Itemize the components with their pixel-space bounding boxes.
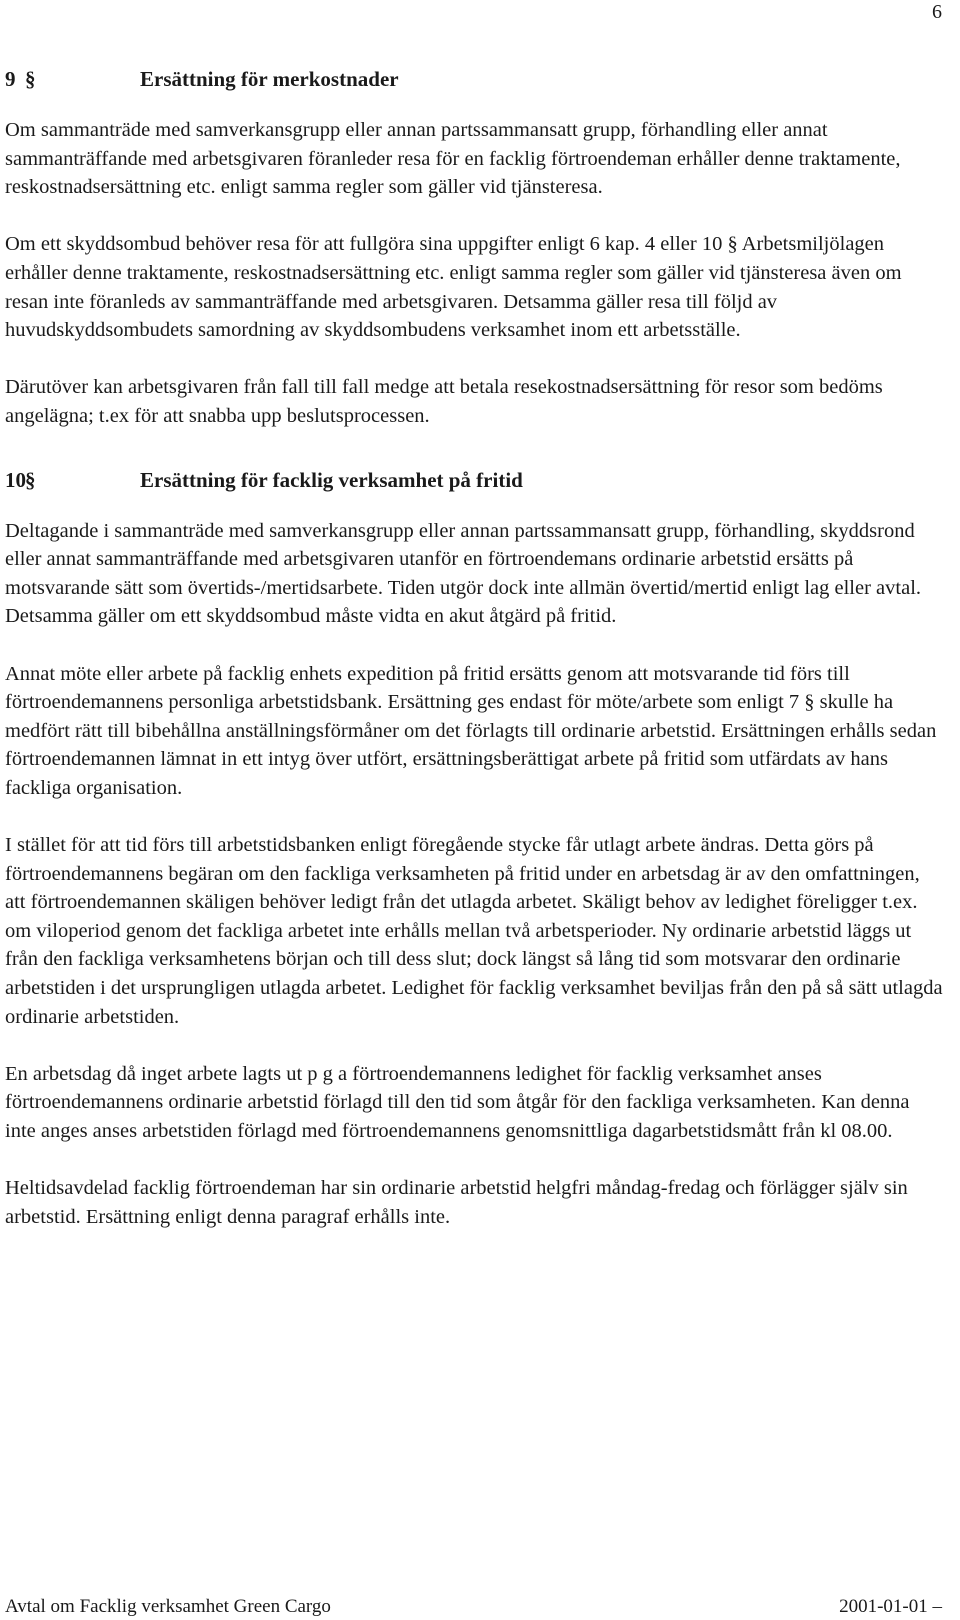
document-body: [5, 64, 945, 1231]
page-footer: [5, 1595, 942, 1619]
page-number: 6: [932, 1, 942, 23]
section-9-symbol: §: [25, 67, 36, 91]
section-9-heading: [5, 64, 945, 94]
section-10-paragraph-1: Deltagande i sammanträde med samverkansgrupp eller annan partssammansatt grupp, förhandling, skyddsrond eller annat sammanträffande med arbetsgivaren utanför en förtroendemans ordinarie arbetstid ersätts på motsvarande sätt som övertids-/mertidsarbete. Tiden utgör dock inte allmän övertid/mertid enligt lag eller avtal. Detsamma gäller om ett skyddsombud måste vidta en akut åtgärd på fritid.: [5, 519, 922, 628]
section-10-title: Ersättning för facklig verksamhet på fritid: [140, 467, 523, 492]
section-10-paragraph-3: I stället för att tid förs till arbetstidsbanken enligt föregående stycke får utlagt arbete ändras. Detta görs på förtroendemannens begäran om den fackliga verksamheten på fritid under en arbetsdag är av den omfattningen, att förtroendemannen skäligen behöver ledigt från det utlagda arbetet. Skäligt behov av ledighet föreligger t.ex. om viloperiod genom det fackliga arbetet inte erhålls mellan två arbetsperioder. Ny ordinarie arbetstid läggs ut från den fackliga verksamhetens början och till dess slut; dock längst så lång tid som motsvarar den ordinarie arbetstiden i det ursprungligen utlagda arbetet. Ledighet för facklig verksamhet beviljas från den på så sätt utlagda ordinarie arbetstiden.: [5, 834, 943, 1028]
section-10-number: 10: [5, 467, 26, 492]
section-9-title: Ersättning för merkostnader: [140, 67, 399, 91]
section-9-paragraph-3: Därutöver kan arbetsgivaren från fall till fall medge att betala resekostnadsersättning för resor som bedöms angelägna; t.ex för att snabba upp beslutsprocessen.: [5, 376, 883, 427]
section-9-number: 9: [5, 67, 16, 91]
section-10-paragraph-5: Heltidsavdelad facklig förtroendeman har sin ordinarie arbetstid helgfri måndag-fredag och förlägger själv sin arbetstid. Ersättning enligt denna paragraf erhålls inte.: [5, 1177, 908, 1228]
section-10-paragraph-4: En arbetsdag då inget arbete lagts ut p g a förtroendemannens ledighet för facklig verksamhet anses förtroendemannens ordinarie arbetstid förlagd till den tid som åtgår för den fackliga verksamheten. Kan denna inte anges anses arbetstiden förlagd med förtroendemannens genomsnittliga dagarbetstidsmått från kl 08.00.: [5, 1062, 910, 1142]
section-10-heading: [5, 465, 945, 495]
section-10-paragraph-2: Annat möte eller arbete på facklig enhets expedition på fritid ersätts genom att motsvarande tid förs till förtroendemannens personliga arbetstidsbank. Ersättning ges endast för möte/arbete som enligt 7 § skulle ha medfört rätt till bibehållna anställningsförmåner om det förlagts till ordinarie arbetstid. Ersättningen erhålls sedan förtroendemannen lämnat in ett intyg över utfört, ersättningsberättigat arbete på fritid som utfärdats av hans fackliga organisation.: [5, 662, 937, 799]
footer-document-title: Avtal om Facklig verksamhet Green Cargo: [5, 1596, 331, 1617]
footer-date: 2001-01-01 –: [839, 1596, 942, 1617]
section-9-paragraph-2: Om ett skyddsombud behöver resa för att fullgöra sina uppgifter enligt 6 kap. 4 eller 10 § Arbetsmiljölagen erhåller denne traktamente, reskostnadsersättning etc. enligt samma regler som gäller vid tjänsteresa även om resan inte föranleds av sammanträffande med arbetsgivaren. Detsamma gäller resa till följd av huvudskyddsombudets samordning av skyddsombudens verksamhet inom ett arbetsställe.: [5, 233, 902, 342]
section-10-symbol: §: [25, 467, 36, 492]
section-9-paragraph-1: Om sammanträde med samverkansgrupp eller annan partssammansatt grupp, förhandling eller annat sammanträffande med arbetsgivaren föranleder resa för en facklig förtroendeman erhåller denne traktamente, reskostnadsersättning etc. enligt samma regler som gäller vid tjänsteresa.: [5, 119, 901, 199]
